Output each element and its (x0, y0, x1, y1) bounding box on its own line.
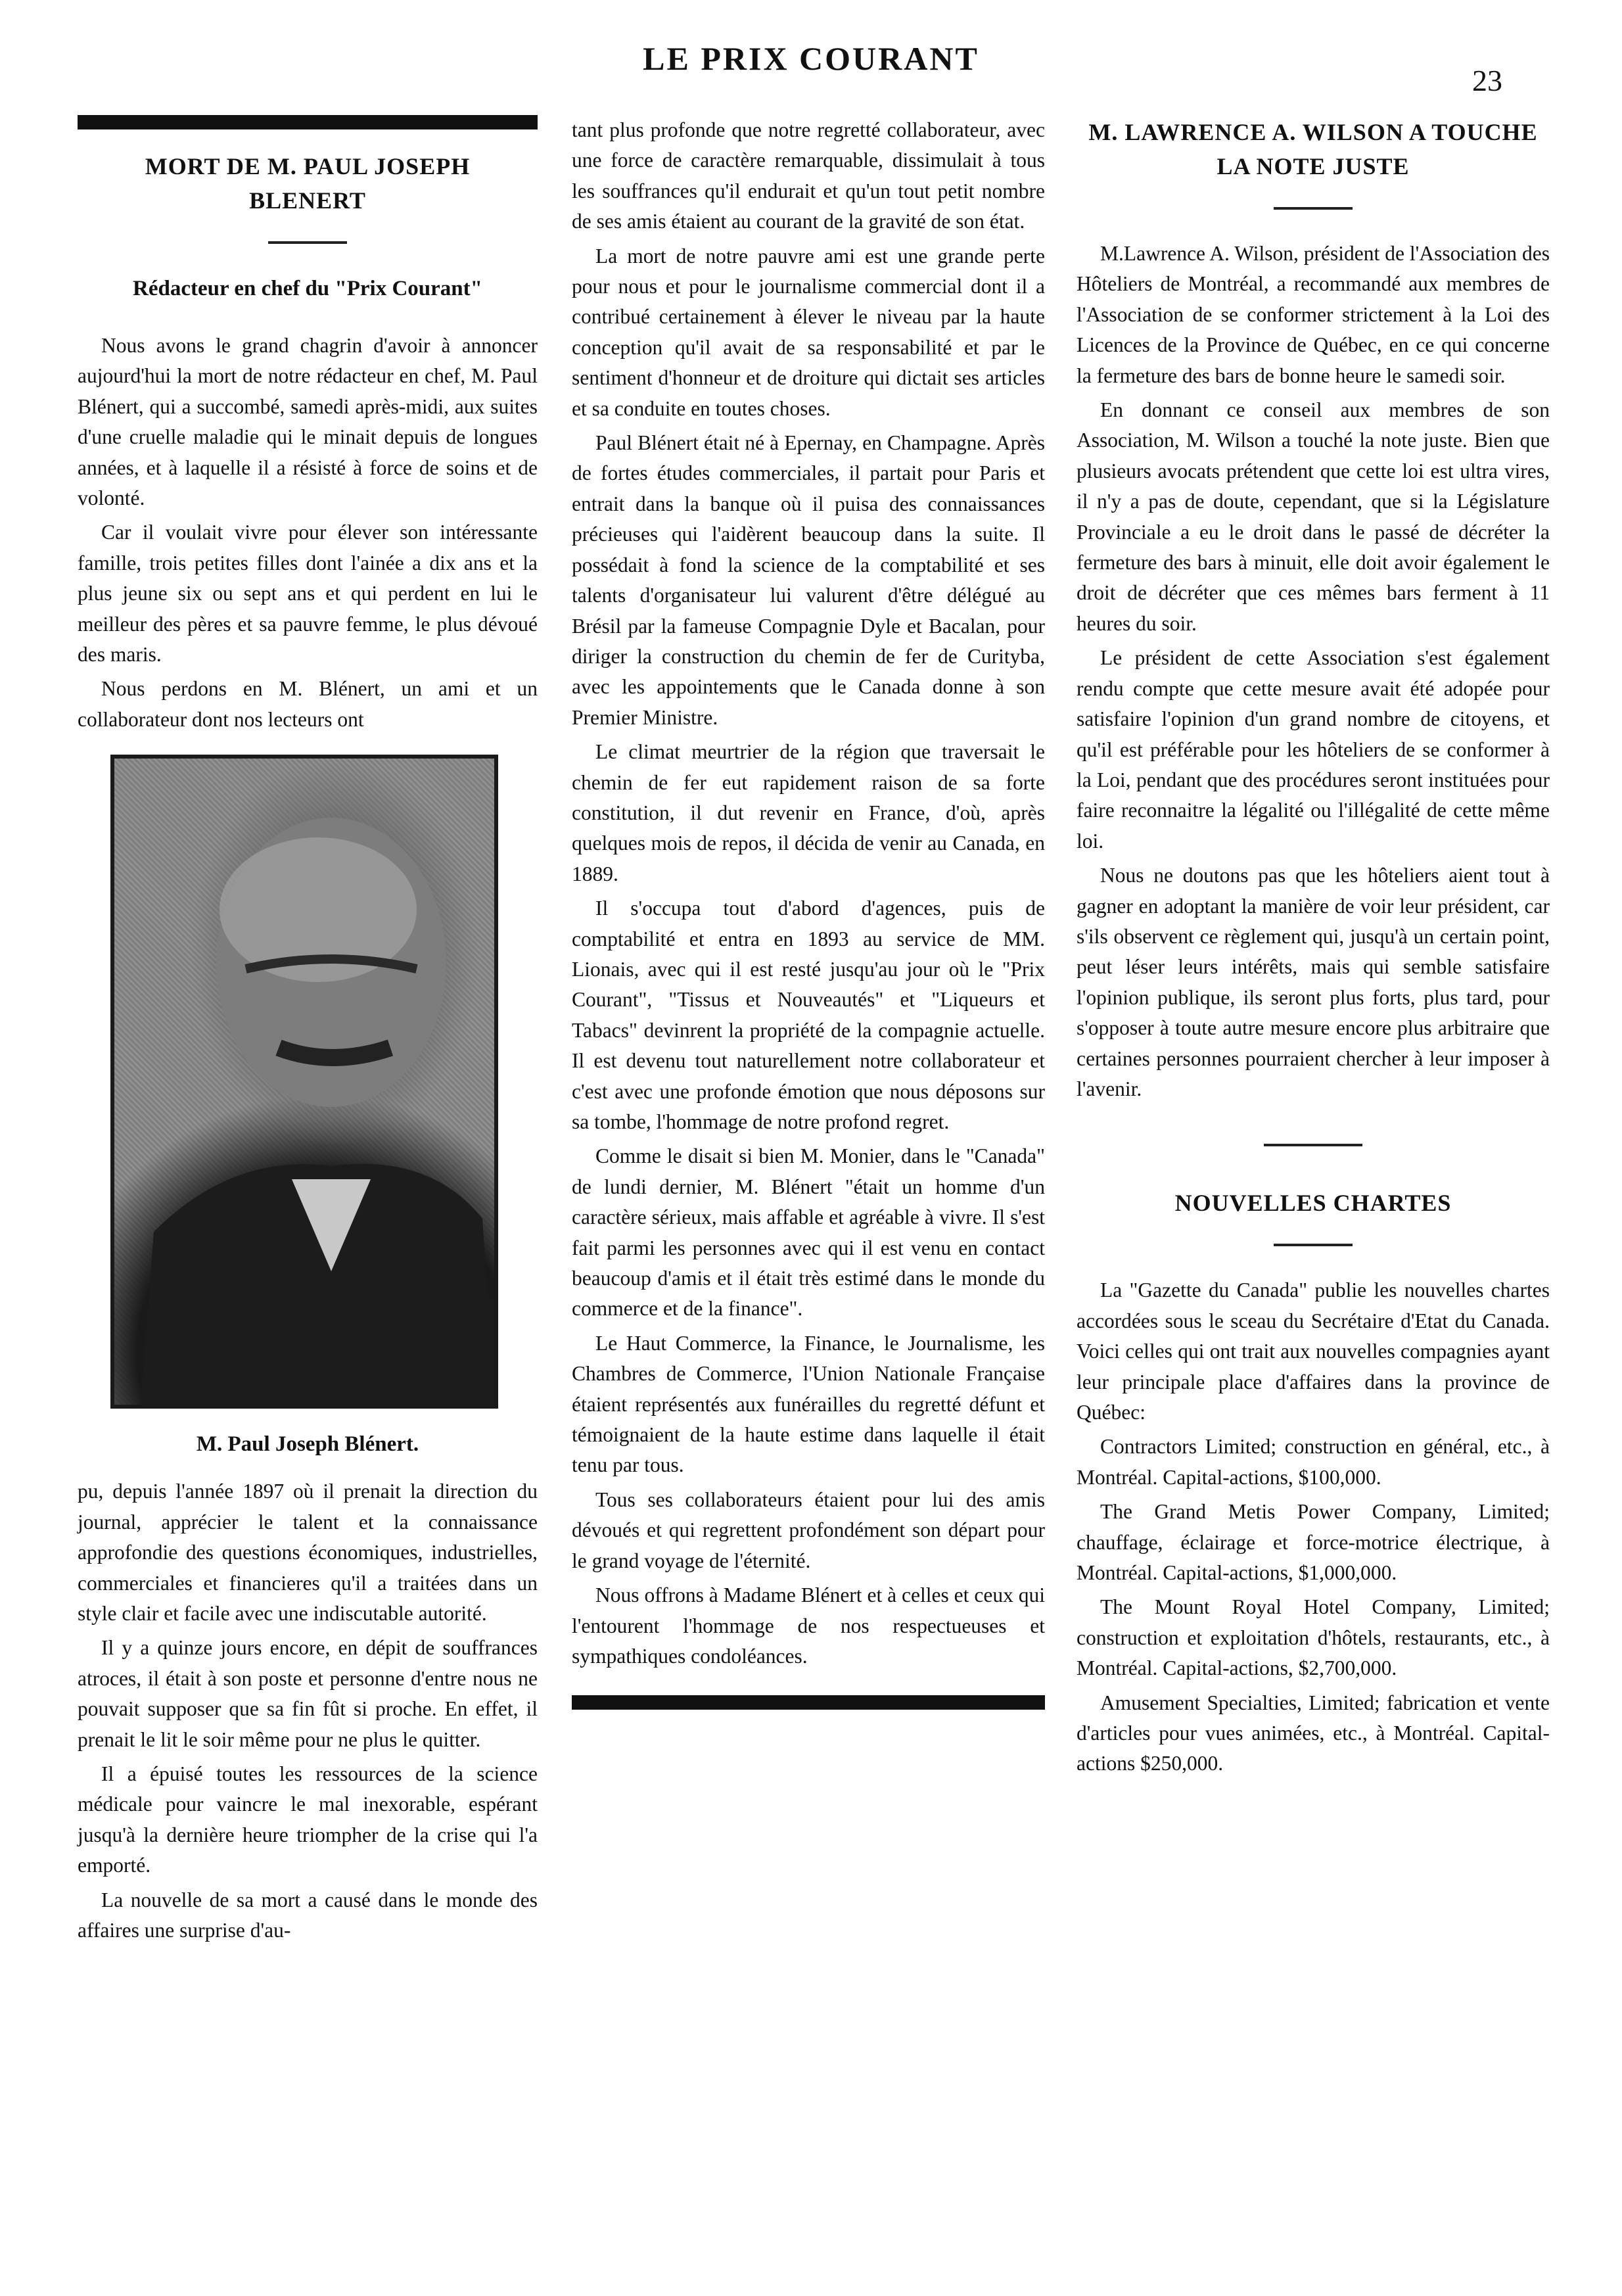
divider (1264, 1144, 1362, 1146)
top-rule (78, 115, 538, 129)
column-3 (1077, 115, 1550, 1779)
paragraph: Nous perdons en M. Blénert, un ami et un collaborateur dont nos lecteurs ont (78, 677, 538, 731)
column-1 (78, 115, 538, 1946)
divider (1274, 1244, 1353, 1246)
paragraph: En donnant ce conseil aux membres de son Association, M. Wilson a touché la note juste. Bien que plusieurs avocats prétendent que cette loi est ultra vires, il n'y a pas de doute, cependant, que si la Législature Provinciale a eu le droit dans le passé de décréter la fermeture des bars à minuit, elle doit avoir également le droit de décréter que ces mêmes bars ferment à 11 heures du soir. (1077, 398, 1550, 635)
photo-caption: M. Paul Joseph Blénert. (196, 1432, 419, 1457)
paragraph: Il y a quinze jours encore, en dépit de souffrances atroces, il était à son poste et personne d'entre nous ne pouvait supposer que sa fin fût si proche. En effet, il prenait le lit le soir même pour ne plus le quitter. (78, 1636, 538, 1751)
portrait-photo (110, 755, 498, 1409)
paragraph: Nous avons le grand chagrin d'avoir à annoncer aujourd'hui la mort de notre rédacteur en chef, M. Paul Blénert, qui a succombé, samedi après-midi, aux suites d'une cruelle maladie qui le minait depuis de longues années, et à laquelle il a résisté à force de soins et de volonté. (78, 334, 538, 510)
paragraph: Car il voulait vivre pour élever son intéressante famille, trois petites filles dont l'ainée a dix ans et la plus jeune six ou sept ans et qui perdent en lui le meilleur des pères et sa pauvre femme, le plus dévoué des maris. (78, 521, 538, 667)
paragraph: Le Haut Commerce, la Finance, le Journalisme, les Chambres de Commerce, l'Union Nationale Française étaient représentés aux funérailles du regretté défunt et témoignaient de la haute estime dans laquelle il était tenu par tous. (572, 1331, 1045, 1477)
paragraph: Nous ne doutons pas que les hôteliers aient tout à gagner en adoptant la manière de voir leur président, car s'ils observent ce règlement qui, jusqu'à un certain point, peut léser leurs intérêts, mais qui semble satisfaire l'opinion publique, ils seront plus forts, plus tard, pour s'opposer à toute autre mesure encore plus arbitraire que certaines personnes pourraient chercher à leur imposer à l'avenir. (1077, 864, 1550, 1100)
paragraph: La mort de notre pauvre ami est une grande perte pour nous et pour le journalisme commercial dont il a contribué certainement à élever le niveau par la haute conception qu'il avait de sa responsabilité et par le sentiment d'honneur et de droiture qui dictait ses articles et sa conduite en toutes choses. (572, 244, 1045, 420)
paragraph: M.Lawrence A. Wilson, président de l'Association des Hôteliers de Montréal, a recommandé aux membres de l'Association de se conformer strictement à la Loi des Licences de la Province de Québec, en ce qui concerne la fermeture des bars de bonne heure le samedi soir. (1077, 242, 1550, 387)
paragraph: La "Gazette du Canada" publie les nouvelles chartes accordées sous le sceau du Secrétaire d'Etat du Canada. Voici celles qui ont trait aux nouvelles compagnies ayant leur principale place d'affaires dans la province de Québec: (1077, 1278, 1550, 1424)
paragraph: Contractors Limited; construction en général, etc., à Montréal. Capital-actions, $100,000. (1077, 1435, 1550, 1489)
paragraph: The Grand Metis Power Company, Limited; chauffage, éclairage et force-motrice électrique, à Montréal. Capital-actions, $1,000,000. (1077, 1500, 1550, 1585)
paragraph: tant plus profonde que notre regretté collaborateur, avec une force de caractère remarquable, dissimulait à tous les souffrances qu'il endurait et qu'un tout petit nombre de ses amis étaient au courant de la gravité de son état. (572, 118, 1045, 233)
article-subtitle: Rédacteur en chef du "Prix Courant" (133, 277, 482, 300)
article-title-chartes: NOUVELLES CHARTES (1174, 1190, 1452, 1217)
paragraph: Tous ses collaborateurs étaient pour lui des amis dévoués et qui regrettent profondément son départ pour le grand voyage de l'éternité. (572, 1488, 1045, 1572)
paragraph: Le président de cette Association s'est également rendu compte que cette mesure avait été adopée pour satisfaire l'opinion d'un grand nombre de citoyens, et qu'il est préférable pour les hôteliers de se conformer à la Loi, pendant que des procédures seront instituées pour faire reconnaitre la légalité ou l'illégalité de cette même loi. (1077, 646, 1550, 853)
paragraph: Nous offrons à Madame Blénert et à celles et ceux qui l'entourent l'hommage de nos respectueuses et sympathiques condoléances. (572, 1583, 1045, 1668)
article-title-obituary: MORT DE M. PAUL JOSEPH BLENERT (145, 153, 471, 214)
paragraph: Il a épuisé toutes les ressources de la science médicale pour vaincre le mal inexorable, espérant jusqu'à la dernière heure triompher de la crise qui l'a emporté. (78, 1762, 538, 1877)
divider (1274, 207, 1353, 210)
masthead: LE PRIX COURANT (643, 40, 979, 77)
divider (268, 241, 347, 244)
page-number: 23 (1472, 64, 1502, 97)
article-title-wilson: M. LAWRENCE A. WILSON A TOUCHE LA NOTE JUSTE (1088, 119, 1538, 179)
paragraph: Il s'occupa tout d'abord d'agences, puis de comptabilité et entra en 1893 au service de MM. Lionais, avec qui il est resté jusqu'au jour où le "Prix Courant", "Tissus et Nouveautés" et "Liqueurs et Tabacs" devinrent la propriété de la compagnie actuelle. Il est devenu tout naturellement notre collaborateur et c'est avec une profonde émotion que nous déposons sur sa tombe, l'hommage de notre profond regret. (572, 897, 1045, 1133)
bottom-rule (572, 1695, 1045, 1710)
paragraph: Paul Blénert était né à Epernay, en Champagne. Après de fortes études commerciales, il partait pour Paris et entrait dans la banque où il puisa des connaissances précieuses qui l'aidèrent beaucoup dans la suite. Il possédait à fond la science de la comptabilité et ses talents d'organisateur lui valurent d'être délégué au Brésil par la fameuse Compagnie Dyle et Bacalan, pour diriger la construction du chemin de fer de Curityba, avec les appointements que le Canada donne à son Premier Ministre. (572, 431, 1045, 729)
column-2 (572, 115, 1045, 1710)
paragraph: La nouvelle de sa mort a causé dans le monde des affaires une surprise d'au- (78, 1888, 538, 1942)
paragraph: Comme le disait si bien M. Monier, dans le "Canada" de lundi dernier, M. Blénert "était un homme d'un caractère sérieux, mais affable et agréable à vivre. Il s'est fait parmi les personnes avec qui il est venu en contact beaucoup d'amis et il était très estimé dans le monde du commerce et de la finance". (572, 1144, 1045, 1321)
paragraph: pu, depuis l'année 1897 où il prenait la direction du journal, apprécier le talent et la connaissance approfondie des questions économiques, industrielles, commerciales et financieres qu'il a traitées dans un style clair et facile avec une indiscutable autorité. (78, 1480, 538, 1625)
paragraph: Le climat meurtrier de la région que traversait le chemin de fer eut rapidement raison de sa forte constitution, il dut revenir en France, d'où, après quelques mois de repos, il décida de venir au Canada, en 1889. (572, 740, 1045, 885)
paragraph: Amusement Specialties, Limited; fabrication et vente d'articles pour vues animées, etc., à Montréal. Capital-actions $250,000. (1077, 1691, 1550, 1775)
paragraph: The Mount Royal Hotel Company, Limited; construction et exploitation d'hôtels, restaurants, etc., à Montréal. Capital-actions, $2,700,000. (1077, 1595, 1550, 1680)
